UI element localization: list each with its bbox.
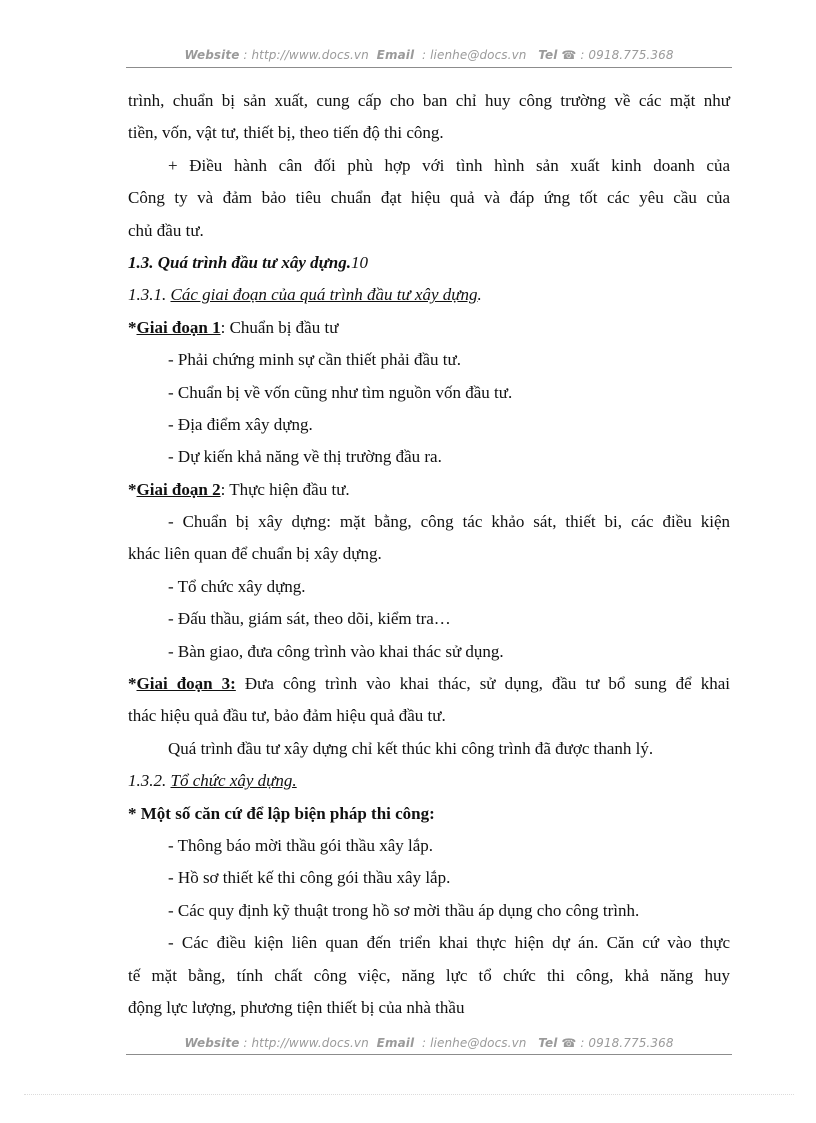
subsection-heading-1-3-2: [128, 765, 730, 797]
paragraph-line: chủ đầu tư.: [128, 220, 204, 240]
stage-label: Giai đoạn 2: [136, 479, 221, 499]
list-item: - Chuẩn bị xây dựng: mặt bằng, công tác khảo sát, thiết bi, các điều kiện: [168, 512, 730, 532]
footer-website-label: Website: [184, 1036, 240, 1050]
subsection-dot: .: [477, 285, 482, 305]
paragraph-line: Công ty và đảm bảo tiêu chuẩn đạt hiệu quả và đáp ứng tốt các yêu cầu của: [128, 188, 730, 208]
list-item: - Phải chứng minh sự cần thiết phải đầu tư.: [168, 350, 461, 370]
page-footer: [126, 1036, 732, 1050]
stage-label: Giai đoạn 3:: [136, 674, 236, 694]
footer-tel-value: ☎ : 0918.775.368: [557, 1036, 674, 1050]
stage-text: : Thực hiện đầu tư.: [220, 479, 350, 499]
list-item: - Tổ chức xây dựng.: [168, 576, 306, 596]
header-website-value: : http://www.docs.vn: [239, 48, 369, 62]
list-item: - Các quy định kỹ thuật trong hồ sơ mời thầu áp dụng cho công trình.: [168, 900, 640, 920]
header-email-label: Email: [376, 48, 415, 62]
page-header: [126, 48, 732, 62]
stage-1-heading: [128, 312, 730, 344]
header-email-value: : lienhe@docs.vn: [418, 48, 527, 62]
subsection-number: 1.3.1.: [128, 285, 171, 305]
list-item-continuation: khác liên quan để chuẩn bị xây dựng.: [128, 544, 382, 564]
header-tel-label: Tel: [538, 48, 558, 62]
list-item: - Các điều kiện liên quan đến triển khai thực hiện dự án. Căn cứ vào thực: [168, 933, 730, 953]
bases-heading: * Một số căn cứ để lập biện pháp thi công:: [128, 803, 435, 823]
section-heading-page: 10: [351, 252, 369, 272]
stage-2-heading: [128, 474, 730, 506]
stage-3-heading: [128, 668, 730, 700]
list-item: - Dự kiến khả năng về thị trường đầu ra.: [168, 447, 442, 467]
footer-tel-label: Tel: [538, 1036, 558, 1050]
paragraph-line: tiền, vốn, vật tư, thiết bị, theo tiến độ thi công.: [128, 123, 444, 143]
list-item: - Chuẩn bị về vốn cũng như tìm nguồn vốn đầu tư.: [168, 382, 513, 402]
paragraph-line: + Điều hành cân đối phù hợp với tình hình sản xuất kinh doanh của: [168, 155, 730, 175]
header-website-label: Website: [184, 48, 240, 62]
stage-text: Đưa công trình vào khai thác, sử dụng, đầu tư bổ sung để khai: [235, 674, 730, 694]
page-edge-dots: [24, 1094, 794, 1095]
stage-star: *: [128, 479, 137, 499]
footer-rule: [126, 1054, 732, 1055]
list-item-continuation: động lực lượng, phương tiện thiết bị của nhà thầu: [128, 997, 465, 1017]
stage-label: Giai đoạn 1: [136, 317, 221, 337]
list-item: - Hồ sơ thiết kế thi công gói thầu xây lắp.: [168, 868, 451, 888]
subsection-title: Các giai đoạn của quá trình đầu tư xây dựng: [170, 285, 478, 305]
paragraph-line: trình, chuẩn bị sản xuất, cung cấp cho ban chỉ huy công trường về các mặt như: [128, 91, 730, 110]
paragraph-line: thác hiệu quả đầu tư, bảo đảm hiệu quả đầu tư.: [128, 706, 446, 726]
stage-star: *: [128, 674, 137, 694]
subsection-heading-1-3-1: [128, 279, 730, 311]
stage-star: *: [128, 317, 137, 337]
document-body: [128, 85, 730, 1024]
section-heading-1-3: [128, 247, 730, 279]
header-rule: [126, 67, 732, 68]
header-tel-value: ☎ : 0918.775.368: [557, 48, 674, 62]
list-item: - Bàn giao, đưa công trình vào khai thác sử dụng.: [168, 641, 504, 661]
paragraph-line: Quá trình đầu tư xây dựng chỉ kết thúc khi công trình đã được thanh lý.: [168, 738, 654, 758]
list-item: - Đấu thầu, giám sát, theo dõi, kiểm tra…: [168, 609, 451, 629]
list-item: - Thông báo mời thầu gói thầu xây lắp.: [168, 835, 434, 855]
footer-website-value: : http://www.docs.vn: [239, 1036, 369, 1050]
section-heading-text: 1.3. Quá trình đầu tư xây dựng.: [128, 252, 352, 272]
subsection-number: 1.3.2.: [128, 771, 171, 791]
subsection-title: Tổ chức xây dựng.: [170, 771, 297, 791]
footer-email-value: : lienhe@docs.vn: [418, 1036, 527, 1050]
stage-text: : Chuẩn bị đầu tư: [220, 317, 339, 337]
list-item-continuation: tế mặt bằng, tính chất công việc, năng lực tổ chức thi công, khả năng huy: [128, 965, 730, 985]
footer-email-label: Email: [376, 1036, 415, 1050]
list-item: - Địa điểm xây dựng.: [168, 414, 313, 434]
